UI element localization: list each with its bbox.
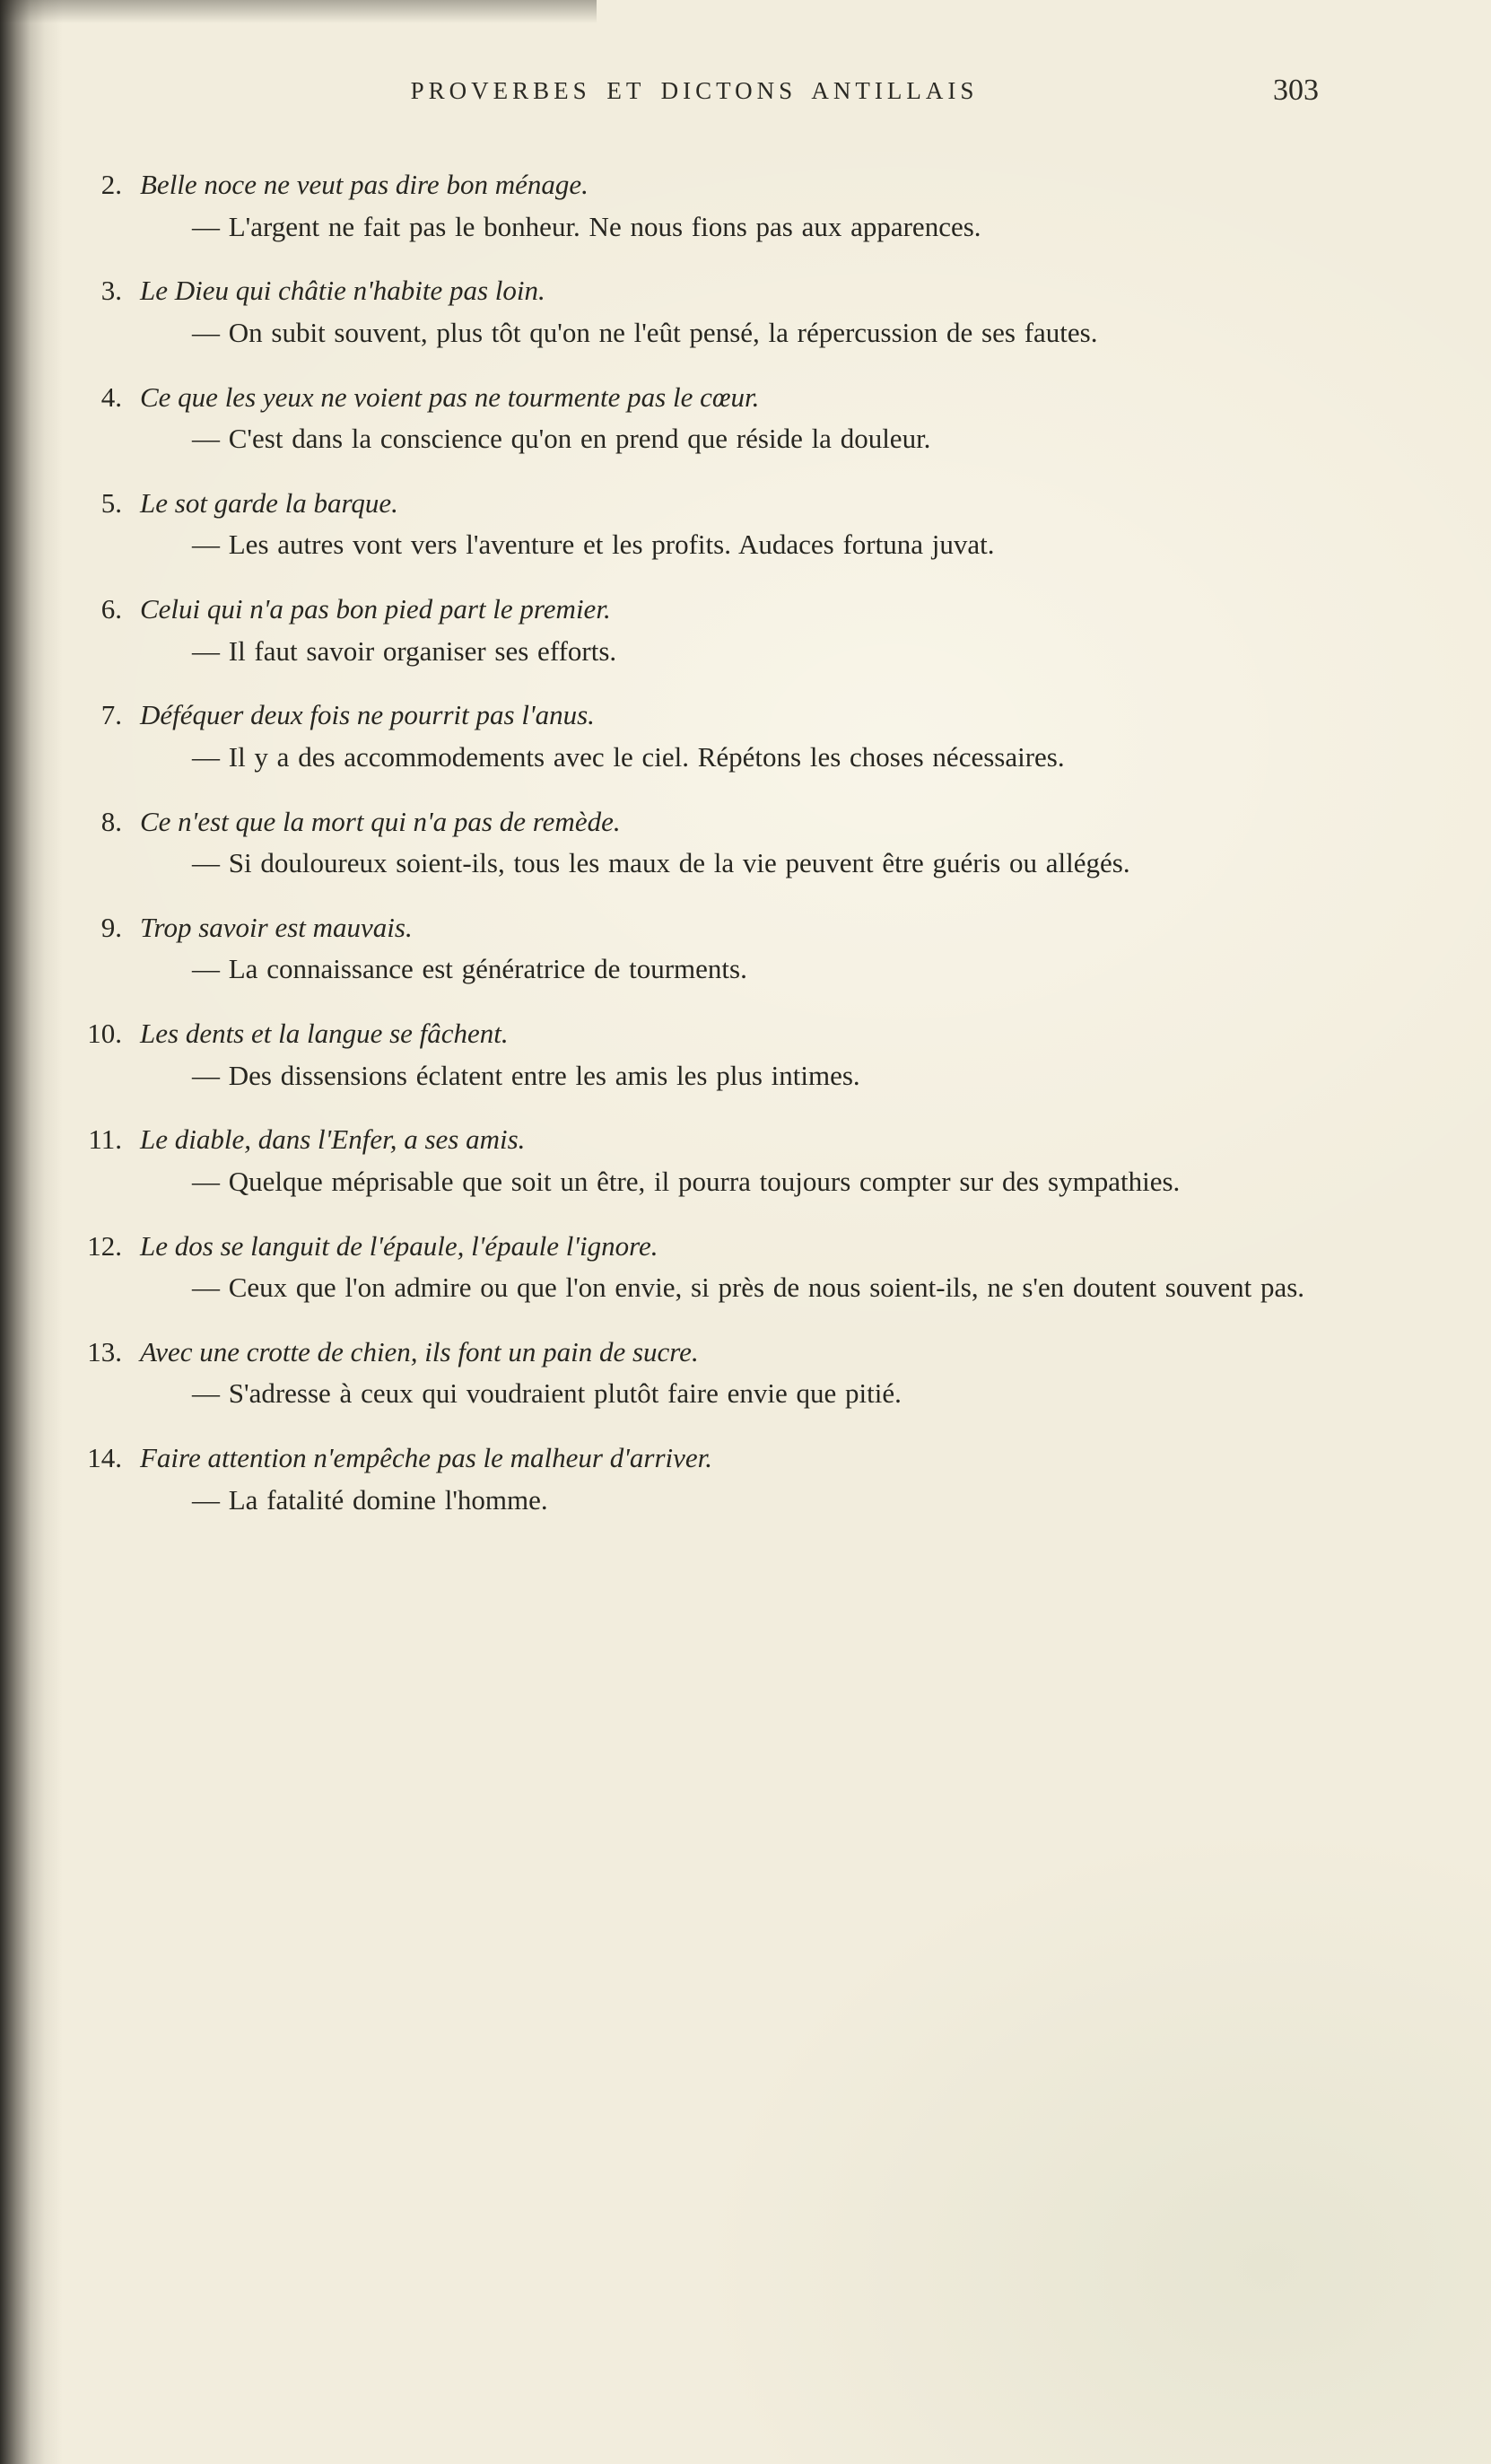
page-content (70, 74, 1319, 1544)
entry-number: 13. (87, 1335, 122, 1367)
entry-body (140, 1438, 1319, 1520)
entry-number: 10. (87, 1018, 122, 1049)
proverb-text: Le dos se languit de l'épaule, l'épaule l'ignore. (140, 1229, 658, 1262)
entry-body (140, 1120, 1319, 1201)
entry-body (140, 484, 1319, 565)
entry-number: 6. (100, 593, 122, 625)
entry-number: 9. (100, 911, 122, 943)
entry-number: 8. (100, 805, 122, 837)
proverb-entry (70, 695, 1319, 777)
running-title: PROVERBES ET DICTONS ANTILLAIS (410, 77, 979, 104)
entry-body (140, 1014, 1319, 1096)
entry-body (140, 165, 1319, 247)
entry-number: 5. (100, 486, 122, 519)
entry-number: 14. (87, 1442, 122, 1473)
binding-shadow (0, 0, 63, 2464)
entry-body (140, 695, 1319, 777)
proverb-text: Déféquer deux fois ne pourrit pas l'anus. (140, 699, 595, 731)
proverb-text: Ce n'est que la mort qui n'a pas de remède. (140, 805, 621, 837)
proverb-text: Les dents et la langue se fâchent. (140, 1018, 509, 1049)
explanation-text: — Il faut savoir organiser ses efforts. (192, 634, 617, 667)
explanation-text: — La fatalité domine l'homme. (192, 1483, 548, 1516)
explanation-text: — C'est dans la conscience qu'on en prend que réside la douleur. (192, 423, 931, 455)
entries-list (70, 165, 1319, 1520)
explanation-text: — Ceux que l'on admire ou que l'on envie, si près de nous soient-ils, ne s'en doutent souvent pas. (192, 1271, 1305, 1304)
proverb-text: Faire attention n'empêche pas le malheur d'arriver. (140, 1442, 713, 1473)
entry-number: 4. (100, 380, 122, 413)
explanation-text: — Il y a des accommodements avec le ciel. Répétons les choses nécessaires. (192, 740, 1065, 773)
explanation-text: — On subit souvent, plus tôt qu'on ne l'eût pensé, la répercussion de ses fautes. (192, 316, 1098, 348)
proverb-entry (70, 1014, 1319, 1096)
proverb-text: Belle noce ne veut pas dire bon ménage. (140, 169, 589, 200)
explanation-text: — Des dissensions éclatent entre les amis les plus intimes. (192, 1059, 860, 1091)
proverb-text: Avec une crotte de chien, ils font un pain de sucre. (140, 1335, 699, 1367)
proverb-entry (70, 1438, 1319, 1520)
entry-number: 3. (100, 275, 122, 307)
entry-body (140, 1332, 1319, 1414)
proverb-entry (70, 908, 1319, 990)
page-number: 303 (1273, 74, 1319, 107)
proverb-entry (70, 484, 1319, 565)
proverb-entry (70, 165, 1319, 247)
explanation-text: — L'argent ne fait pas le bonheur. Ne nous fions pas aux apparences. (192, 210, 981, 242)
proverb-entry (70, 590, 1319, 671)
page-top-shadow (0, 0, 597, 23)
proverb-text: Trop savoir est mauvais. (140, 911, 413, 943)
proverb-text: Ce que les yeux ne voient pas ne tourmente pas le cœur. (140, 380, 760, 413)
proverb-text: Le diable, dans l'Enfer, a ses amis. (140, 1123, 526, 1156)
proverb-entry (70, 271, 1319, 353)
proverb-text: Le Dieu qui châtie n'habite pas loin. (140, 275, 545, 307)
entry-number: 12. (87, 1229, 122, 1262)
entry-number: 2. (100, 169, 122, 200)
entry-body (140, 908, 1319, 990)
page-header (70, 74, 1319, 122)
entry-body (140, 1227, 1319, 1308)
entry-body (140, 271, 1319, 353)
proverb-entry (70, 1227, 1319, 1308)
proverb-entry (70, 1332, 1319, 1414)
entry-body (140, 378, 1319, 459)
explanation-text: — Les autres vont vers l'aventure et les profits. Audaces fortuna juvat. (192, 529, 995, 561)
proverb-entry (70, 378, 1319, 459)
explanation-text: — Si douloureux soient-ils, tous les maux de la vie peuvent être guéris ou allégés. (192, 847, 1130, 879)
explanation-text: — S'adresse à ceux qui voudraient plutôt faire envie que pitié. (192, 1377, 902, 1410)
proverb-entry (70, 802, 1319, 884)
explanation-text: — La connaissance est génératrice de tourments. (192, 953, 747, 985)
entry-number: 11. (88, 1123, 122, 1156)
entry-number: 7. (100, 699, 122, 731)
proverb-text: Le sot garde la barque. (140, 486, 398, 519)
entry-body (140, 590, 1319, 671)
proverb-text: Celui qui n'a pas bon pied part le premier. (140, 593, 611, 625)
explanation-text: — Quelque méprisable que soit un être, il pourra toujours compter sur des sympathies. (192, 1165, 1181, 1197)
proverb-entry (70, 1120, 1319, 1201)
entry-body (140, 802, 1319, 884)
